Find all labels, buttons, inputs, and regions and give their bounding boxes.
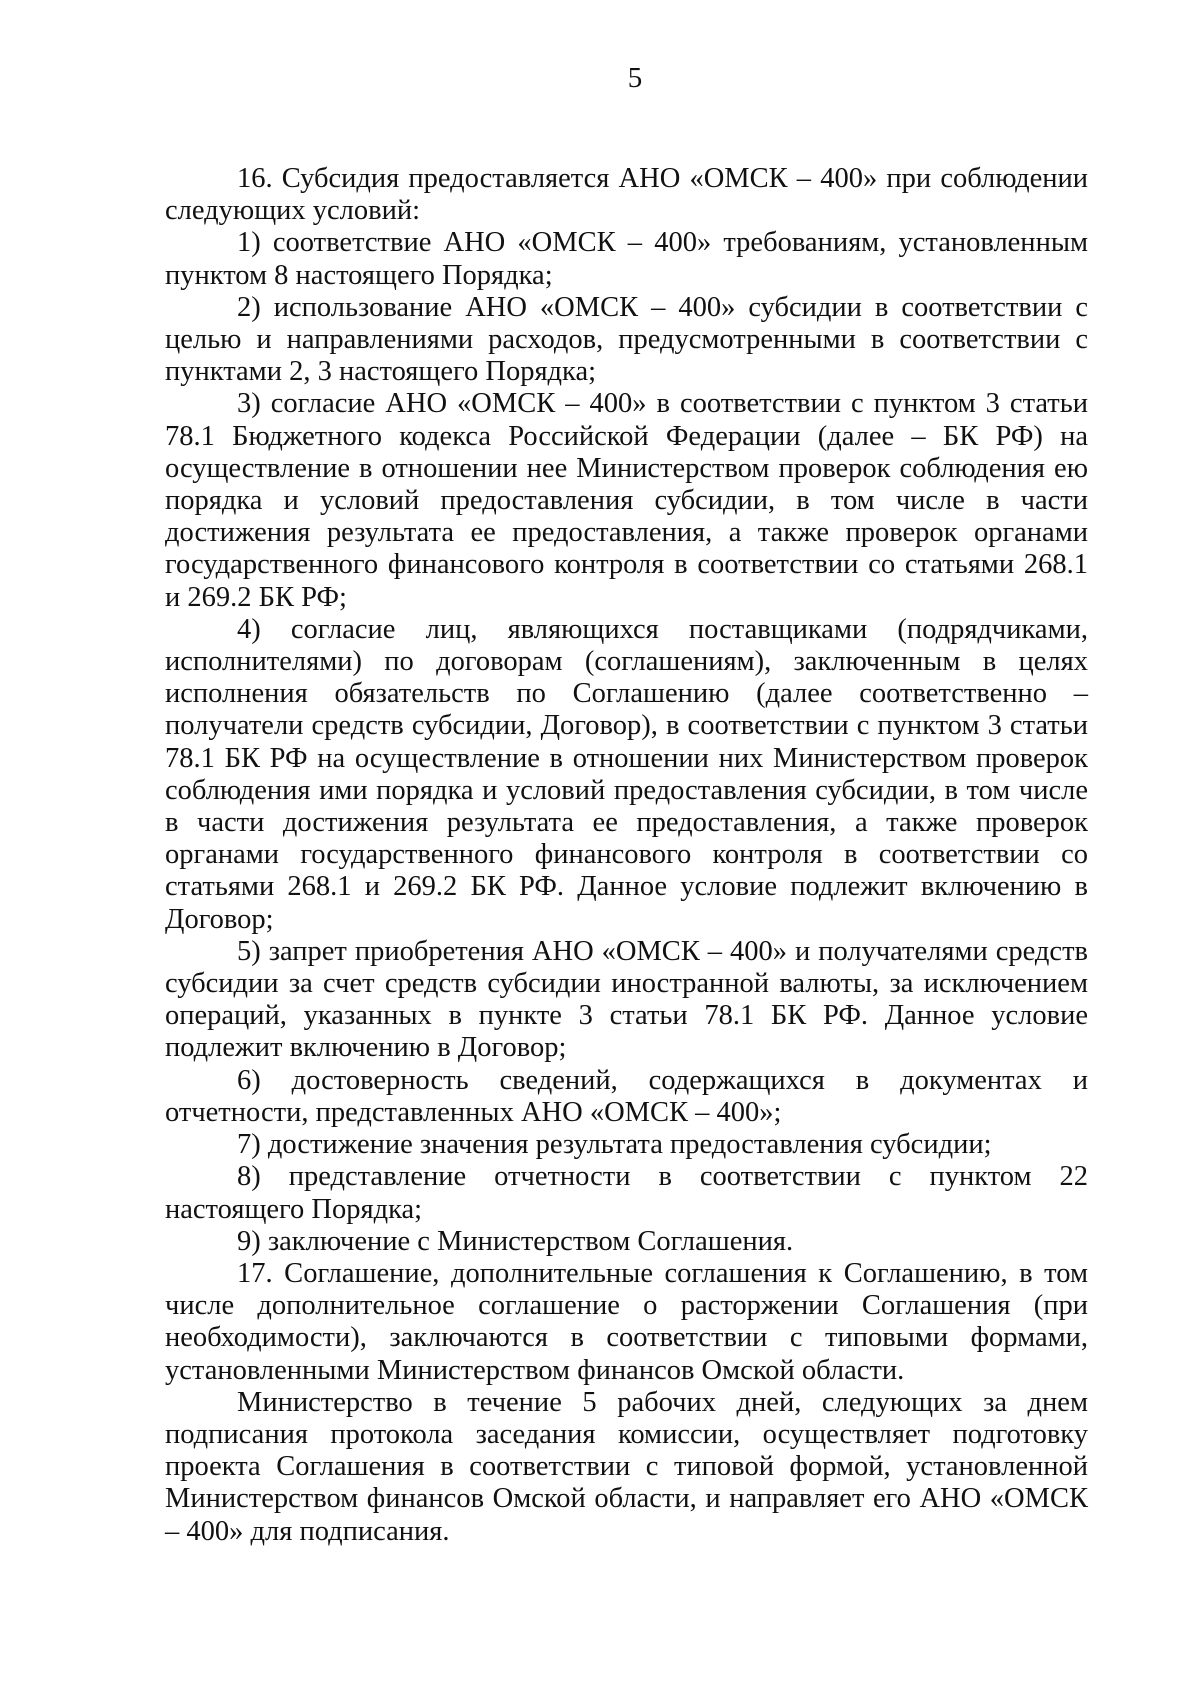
paragraph-16: 16. Субсидия предоставляется АНО «ОМСК – 400» при соблюдении следующих условий:: [165, 163, 1088, 227]
condition-6: 6) достоверность сведений, содержащихся в документах и отчетности, представленных АНО «ОМСК – 400»;: [165, 1064, 1088, 1128]
condition-9: 9) заключение с Министерством Соглашения.: [237, 1225, 794, 1257]
condition-3: 3) согласие АНО «ОМСК – 400» в соответствии с пунктом 3 статьи 78.1 Бюджетного кодекса Российской Федерации (далее – БК РФ) на осуществление в отношении нее Министерством проверок соблюдения ею порядка и условий предоставления субсидии, в том числе в части достижения результата ее предоставления, а также проверок органами государственного финансового контроля в соответствии со статьями 268.1 и 269.2 БК РФ;: [165, 388, 1088, 613]
condition-5: 5) запрет приобретения АНО «ОМСК – 400» и получателями средств субсидии за счет средств субсидии иностранной валюты, за исключением операций, указанных в пункте 3 статьи 78.1 БК РФ. Данное условие подлежит включению в Договор;: [165, 935, 1088, 1064]
condition-8: 8) представление отчетности в соответствии с пунктом 22 настоящего Порядка;: [165, 1161, 1088, 1225]
condition-2: 2) использование АНО «ОМСК – 400» субсидии в соответствии с целью и направлениями расходов, предусмотренными в соответствии с пунктами 2, 3 настоящего Порядка;: [165, 291, 1088, 388]
paragraph-17: 17. Соглашение, дополнительные соглашения к Соглашению, в том числе дополнительное соглашение о расторжении Соглашения (при необходимости), заключаются в соответствии с типовыми формами, установленными Министерством финансов Омской области.: [165, 1257, 1088, 1386]
document-body: [165, 163, 1088, 1548]
condition-1: 1) соответствие АНО «ОМСК – 400» требованиям, установленным пунктом 8 настоящего Порядка;: [165, 227, 1088, 291]
paragraph-ministry-preparation: Министерство в течение 5 рабочих дней, следующих за днем подписания протокола заседания комиссии, осуществляет подготовку проекта Соглашения в соответствии с типовой формой, установленной Министерством финансов Омской области, и направляет его АНО «ОМСК – 400» для подписания.: [165, 1386, 1088, 1547]
page-number: 5: [627, 62, 643, 94]
condition-7: 7) достижение значения результата предоставления субсидии;: [237, 1129, 992, 1161]
condition-4: 4) согласие лиц, являющихся поставщиками (подрядчиками, исполнителями) по договорам (соглашениям), заключенным в целях исполнения обязательств по Соглашению (далее соответственно – получатели средств субсидии, Договор), в соответствии с пунктом 3 статьи 78.1 БК РФ на осуществление в отношении них Министерством проверок соблюдения ими порядка и условий предоставления субсидии, в том числе в части достижения результата ее предоставления, а также проверок органами государственного финансового контроля в соответствии со статьями 268.1 и 269.2 БК РФ. Данное условие подлежит включению в Договор;: [165, 613, 1088, 935]
